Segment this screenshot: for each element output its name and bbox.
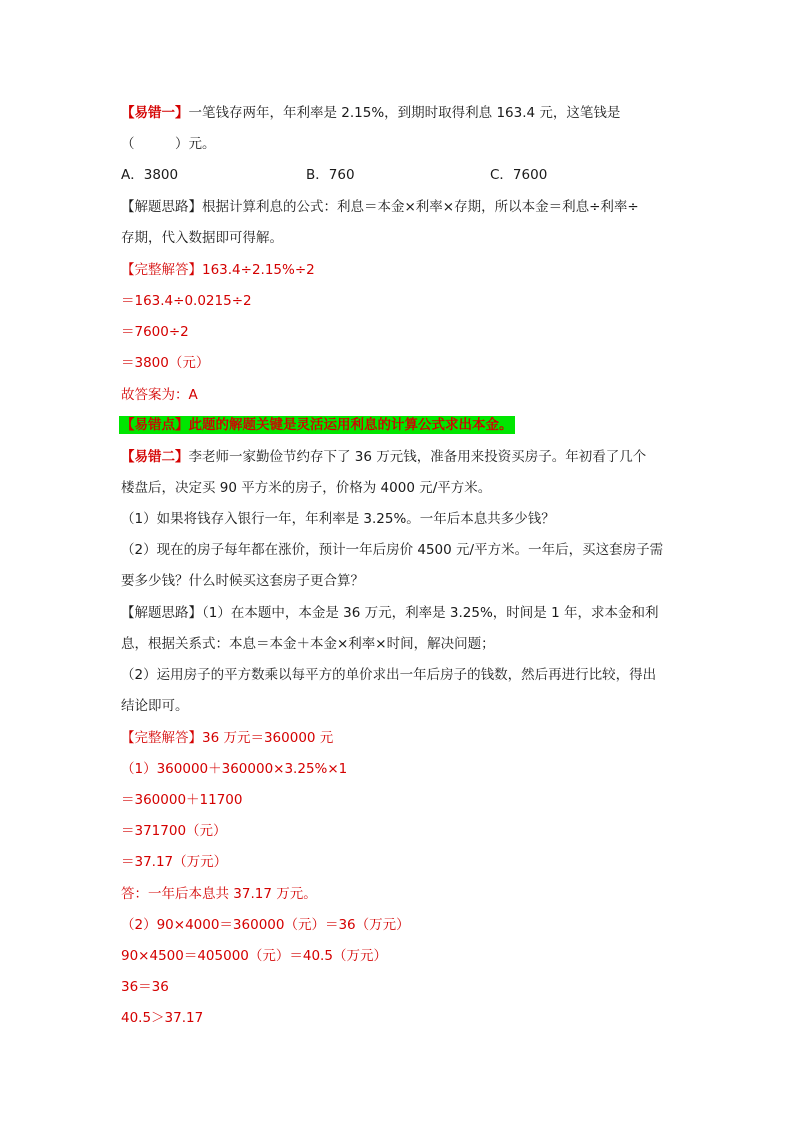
q2-step-2: ＝360000＋11700 bbox=[121, 792, 243, 808]
q2-step-5: 答：一年后本息共 37.17 万元。 bbox=[121, 886, 317, 902]
q2-step-1: （1）360000＋360000×3.25%×1 bbox=[121, 761, 348, 777]
q2-sub-question-1: （1）如果将钱存入银行一年，年利率是 3.25%。一年后本息共多少钱？ bbox=[121, 511, 555, 527]
q1-conclusion: 故答案为：A bbox=[121, 387, 198, 403]
q1-option-c: C．7600 bbox=[490, 167, 548, 183]
q2-answer-line bbox=[121, 729, 333, 747]
q1-answer-line bbox=[121, 261, 315, 279]
q1-error-note: 【易错点】此题的解题关键是灵活运用利息的计算公式求出本金。 bbox=[121, 417, 513, 433]
q1-step-3: ＝3800（元） bbox=[121, 355, 210, 371]
q2-analysis-line-2: 息，根据关系式：本息＝本金＋本金×利率×时间，解决问题； bbox=[121, 636, 495, 652]
q1-analysis-line-2: 存期，代入数据即可得解。 bbox=[121, 230, 283, 246]
q2-analysis-line-3: （2）运用房子的平方数乘以每平方的单价求出一年后房子的钱数，然后再进行比较，得出 bbox=[121, 667, 657, 683]
q1-tag: 【易错一】 bbox=[121, 105, 189, 121]
q1-answer-tag: 【完整解答】 bbox=[121, 262, 202, 278]
q1-note-line bbox=[119, 416, 515, 434]
q1-step-2: ＝7600÷2 bbox=[121, 324, 189, 340]
q2-answer-first: 36 万元＝360000 元 bbox=[202, 730, 334, 746]
q2-answer-tag: 【完整解答】 bbox=[121, 730, 202, 746]
q2-sub-question-2-line-2: 要多少钱？什么时候买这套房子更合算？ bbox=[121, 573, 364, 589]
q2-analysis-line-1: 【解题思路】（1）在本题中，本金是 36 万元，利率是 3.25%，时间是 1 年，求本金和利 bbox=[121, 605, 659, 621]
q2-analysis-line-4: 结论即可。 bbox=[121, 698, 189, 714]
q2-step-6: （2）90×4000＝360000（元）＝36（万元） bbox=[121, 917, 410, 933]
q2-text-line-2: 楼盘后，决定买 90 平方米的房子，价格为 4000 元/平方米。 bbox=[121, 480, 492, 496]
q2-step-9: 40.5＞37.17 bbox=[121, 1010, 204, 1026]
q1-answer-first: 163.4÷2.15%÷2 bbox=[202, 262, 315, 278]
q1-text-line-1 bbox=[121, 104, 620, 122]
q2-text-line-1 bbox=[121, 448, 646, 466]
q2-step-4: ＝37.17（万元） bbox=[121, 854, 228, 870]
q1-text-1: 一笔钱存两年，年利率是 2.15%，到期时取得利息 163.4 元，这笔钱是 bbox=[188, 105, 621, 121]
q2-step-8: 36＝36 bbox=[121, 979, 169, 995]
q1-analysis-line-1: 【解题思路】根据计算利息的公式：利息＝本金×利率×存期，所以本金＝利息÷利率÷ bbox=[121, 199, 639, 215]
q2-step-3: ＝371700（元） bbox=[121, 823, 227, 839]
q2-sub-question-2-line-1: （2）现在的房子每年都在涨价，预计一年后房价 4500 元/平方米。一年后，买这套房子需 bbox=[121, 542, 664, 558]
q1-step-1: ＝163.4÷0.0215÷2 bbox=[121, 293, 252, 309]
q1-option-b: B．760 bbox=[306, 167, 355, 183]
q2-tag: 【易错二】 bbox=[121, 449, 189, 465]
q1-text-line-2: （ ）元。 bbox=[121, 136, 216, 152]
q2-text-1: 李老师一家勤俭节约存下了 36 万元钱，准备用来投资买房子。年初看了几个 bbox=[188, 449, 647, 465]
q2-step-7: 90×4500＝405000（元）＝40.5（万元） bbox=[121, 948, 387, 964]
q1-option-a: A．3800 bbox=[121, 167, 179, 183]
